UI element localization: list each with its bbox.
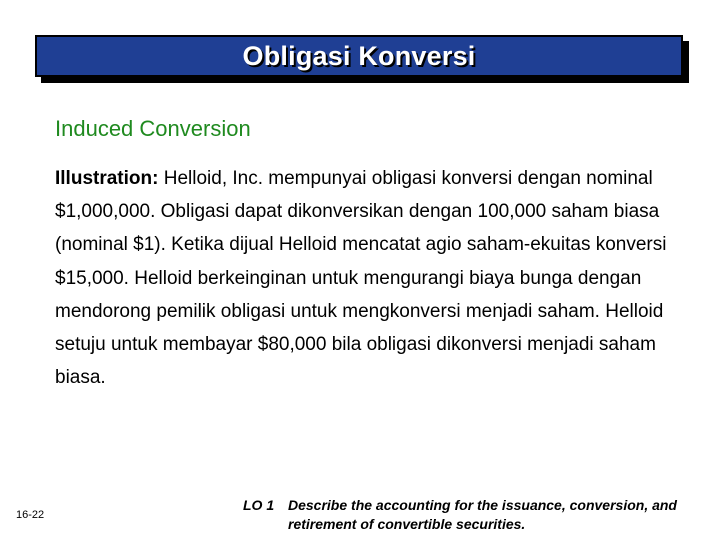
slide-title: Obligasi Konversi — [242, 40, 476, 71]
title-banner — [35, 35, 683, 77]
illustration-paragraph — [55, 162, 705, 394]
slide-subtitle: Induced Conversion — [55, 116, 251, 141]
learning-objective-id: LO 1 — [243, 497, 275, 513]
learning-objective — [243, 496, 713, 534]
page-number: 16-22 — [16, 509, 45, 521]
illustration-text: Helloid, Inc. mempunyai obligasi konversi dengan nominal $1,000,000. Obligasi dapat dikonversikan dengan 100,000 saham biasa (nominal $1). Ketika dijual Helloid mencatat agio saham-ekuitas konversi $15,000. Helloid berkeinginan untuk mengurangi biaya bunga dengan mendorong pemilik obligasi untuk mengkonversi menjadi saham. Helloid setuju untuk membayar $80,000 bila obligasi dikonversi menjadi saham biasa. — [55, 168, 667, 389]
learning-objective-text: Describe the accounting for the issuance, conversion, and retirement of convertible securities. — [288, 497, 677, 532]
illustration-label: Illustration: — [55, 168, 159, 189]
